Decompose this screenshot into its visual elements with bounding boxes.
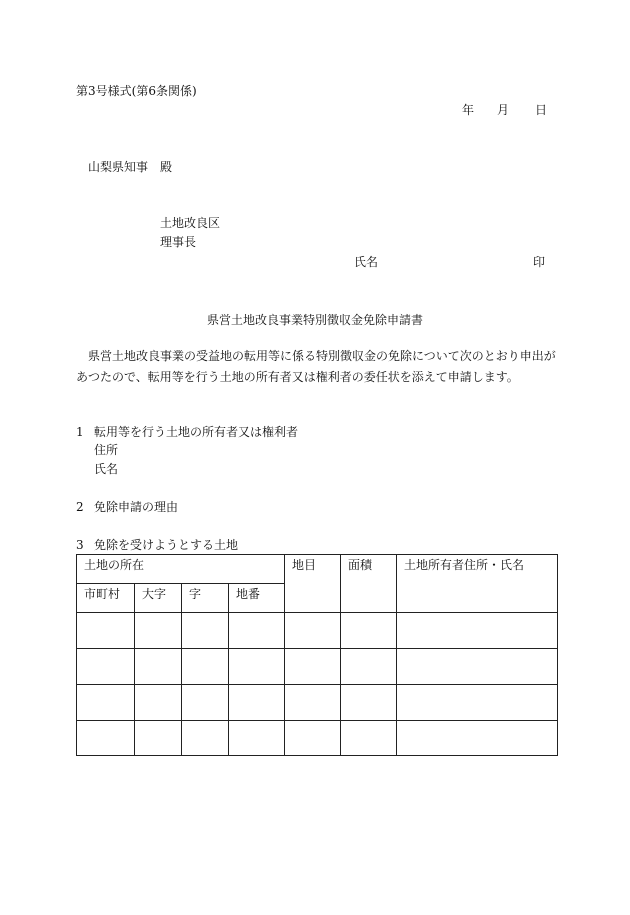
area-header: 面積 — [341, 555, 397, 613]
table-cell — [77, 685, 135, 721]
lot-number-header: 地番 — [229, 584, 285, 613]
table-cell — [397, 721, 558, 756]
section-heading: 転用等を行う土地の所有者又は権利者 — [94, 425, 299, 439]
date-month-label: 月 — [497, 103, 510, 117]
section-2 — [0, 501, 630, 513]
section-heading: 免除を受けようとする土地 — [94, 538, 239, 552]
applicant-position: 理事長 — [160, 235, 197, 249]
table-cell — [229, 613, 285, 649]
table-cell — [285, 685, 341, 721]
table-cell — [341, 649, 397, 685]
table-cell — [77, 649, 135, 685]
municipality-header: 市町村 — [77, 584, 135, 613]
table-cell — [285, 613, 341, 649]
section-3 — [0, 539, 630, 551]
table-row — [77, 685, 558, 721]
land-table — [76, 554, 558, 756]
table-cell — [135, 685, 182, 721]
table-row — [77, 649, 558, 685]
land-category-header: 地目 — [285, 555, 341, 613]
table-cell — [397, 685, 558, 721]
form-number: 第3号様式(第6条関係) — [76, 84, 197, 98]
addressee: 山梨県知事 殿 — [88, 160, 173, 174]
owner-header: 土地所有者住所・氏名 — [397, 555, 558, 613]
date-day-label: 日 — [535, 103, 548, 117]
body-line-1: 県営土地改良事業の受益地の転用等に係る特別徴収金の免除について次のとおり申出が — [88, 349, 556, 363]
table-cell — [341, 685, 397, 721]
table-cell — [285, 721, 341, 756]
table-cell — [229, 649, 285, 685]
section-heading: 免除申請の理由 — [94, 500, 179, 514]
table-cell — [77, 613, 135, 649]
table-cell — [135, 649, 182, 685]
location-header: 土地の所在 — [77, 555, 285, 584]
applicant-name-label: 氏名 — [354, 255, 379, 269]
section-number: 3 — [76, 538, 84, 552]
table-row — [77, 721, 558, 756]
section-number: 1 — [76, 425, 84, 439]
section-1 — [0, 426, 630, 438]
applicant-organization: 土地改良区 — [160, 216, 221, 230]
name-field-label: 氏名 — [94, 462, 119, 476]
table-row — [77, 613, 558, 649]
body-line-2: あつたので、転用等を行う土地の所有者又は権利者の委任状を添えて申請します。 — [76, 370, 519, 384]
table-cell — [341, 721, 397, 756]
oaza-header: 大字 — [135, 584, 182, 613]
table-cell — [77, 721, 135, 756]
table-cell — [397, 649, 558, 685]
table-cell — [182, 685, 229, 721]
table-cell — [285, 649, 341, 685]
table-cell — [182, 613, 229, 649]
table-cell — [135, 613, 182, 649]
table-cell — [135, 721, 182, 756]
aza-header: 字 — [182, 584, 229, 613]
table-cell — [229, 685, 285, 721]
document-title: 県営土地改良事業特別徴収金免除申請書 — [206, 313, 423, 327]
address-field-label: 住所 — [94, 443, 119, 457]
table-cell — [182, 649, 229, 685]
seal-label: 印 — [533, 255, 546, 269]
table-header-row — [77, 555, 558, 584]
table-cell — [341, 613, 397, 649]
table-cell — [397, 613, 558, 649]
table-cell — [229, 721, 285, 756]
date-year-label: 年 — [462, 103, 475, 117]
section-number: 2 — [76, 500, 84, 514]
table-cell — [182, 721, 229, 756]
